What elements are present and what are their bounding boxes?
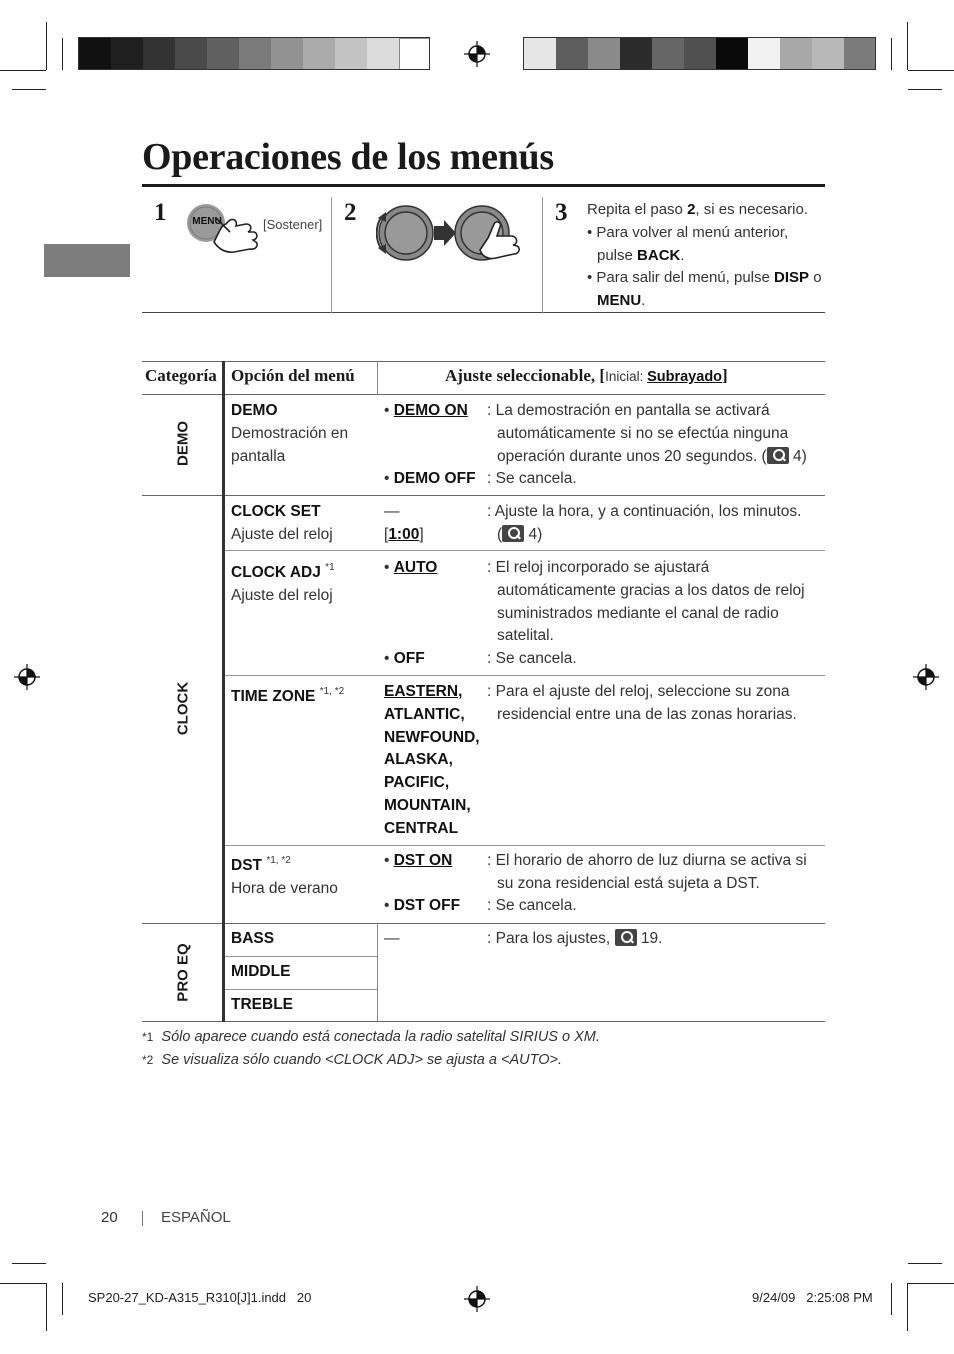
pro-eq-dash: —	[384, 930, 400, 947]
clock-adj-off-desc: : Se cancela.	[487, 650, 577, 667]
demo-off-desc: : Se cancela.	[487, 470, 577, 487]
demo-option: DEMO Demostración en pantalla	[231, 402, 349, 465]
step-3-text: Repita el paso 2, si es necesario. • Para volver al menú anterior, pulse BACK. • Para salir del menú, pulse DISP o MENU.	[587, 201, 822, 310]
pro-eq-middle: MIDDLE	[231, 963, 291, 980]
header-option: Opción del menú	[231, 366, 355, 385]
registration-mark-left	[14, 664, 40, 690]
clock-adj-off: • OFF	[384, 650, 425, 667]
demo-on-desc: : La demostración en pantalla se activará automáticamente si no se efectúa ninguna operación durante unos 20 segundos. ( 4)	[487, 402, 807, 465]
back-key: BACK	[637, 246, 681, 264]
menu-button-label: MENU	[192, 216, 222, 227]
dst-on-desc: : El horario de ahorro de luz diurna se activa si su zona residencial está sujeta a DST.	[487, 852, 807, 892]
pro-eq-bass: BASS	[231, 930, 275, 947]
reference-icon	[502, 525, 524, 542]
menu-button-hand-icon	[186, 202, 266, 258]
time-zone-desc: : Para el ajuste del reloj, seleccione su zona residencial entre una de las zonas horarias.	[487, 683, 797, 723]
dst-off: • DST OFF	[384, 897, 461, 914]
dst-option: DST $^{*1, *2}$ Hora de verano	[231, 855, 338, 897]
clock-adj-auto: • AUTO	[384, 559, 438, 576]
rotate-knob-icon	[376, 202, 528, 264]
pro-eq-desc: : Para los ajustes, 19.	[487, 930, 663, 947]
category-pro-eq: PRO EQ	[174, 943, 192, 1002]
page-language: ESPAÑOL	[161, 1209, 231, 1226]
clock-set-values: — [1:00]	[384, 503, 424, 543]
registration-mark-top	[464, 41, 490, 67]
demo-off-option: • DEMO OFF	[384, 470, 476, 487]
step-2-number: 2	[344, 199, 357, 226]
clock-set-desc: : Ajuste la hora, y a continuación, los minutos. ( 4)	[487, 503, 802, 543]
footnote-2: *2 Se visualiza sólo cuando <CLOCK ADJ> se ajusta a <AUTO>.	[142, 1052, 562, 1068]
hold-label: [Sostener]	[263, 217, 323, 232]
slug-file: SP20-27_KD-A315_R310[J]1.indd 20	[88, 1290, 312, 1305]
time-zone-values: EASTERN, ATLANTIC, NEWFOUND, ALASKA, PACIFIC, MOUNTAIN, CENTRAL	[384, 683, 480, 837]
footnote-1: *1 Sólo aparece cuando está conectada la radio satelital SIRIUS o XM.	[142, 1029, 600, 1045]
header-setting: Ajuste seleccionable, [Inicial: Subrayado]	[445, 366, 728, 385]
clock-adj-auto-desc: : El reloj incorporado se ajustará automáticamente gracias a los datos de reloj suministrados mediante el canal de radio satelital.	[487, 559, 805, 645]
disp-key: DISP	[774, 269, 810, 287]
side-tab	[44, 244, 130, 277]
reference-icon	[767, 447, 789, 464]
page-number: 20	[101, 1209, 118, 1226]
page-title: Operaciones de los menús	[142, 136, 554, 178]
clock-adj-option: CLOCK ADJ $^{*1}$ Ajuste del reloj	[231, 562, 335, 604]
dst-off-desc: : Se cancela.	[487, 897, 577, 914]
dst-on: • DST ON	[384, 852, 453, 869]
slug-date: 9/24/09 2:25:08 PM	[752, 1290, 873, 1305]
category-demo: DEMO	[174, 421, 192, 466]
category-clock: CLOCK	[174, 681, 192, 736]
step-3-number: 3	[555, 199, 568, 226]
clock-set-option: CLOCK SET Ajuste del reloj	[231, 503, 333, 543]
registration-mark-bottom	[464, 1286, 490, 1312]
time-zone-option: TIME ZONE $^{*1, *2}$	[231, 686, 345, 705]
demo-on-option: • DEMO ON	[384, 402, 468, 419]
pro-eq-treble: TREBLE	[231, 996, 293, 1013]
registration-mark-right	[913, 664, 939, 690]
reference-icon	[615, 929, 637, 946]
step-1-number: 1	[154, 199, 167, 226]
header-category: Categoría	[145, 366, 217, 385]
menu-key: MENU	[597, 292, 642, 310]
